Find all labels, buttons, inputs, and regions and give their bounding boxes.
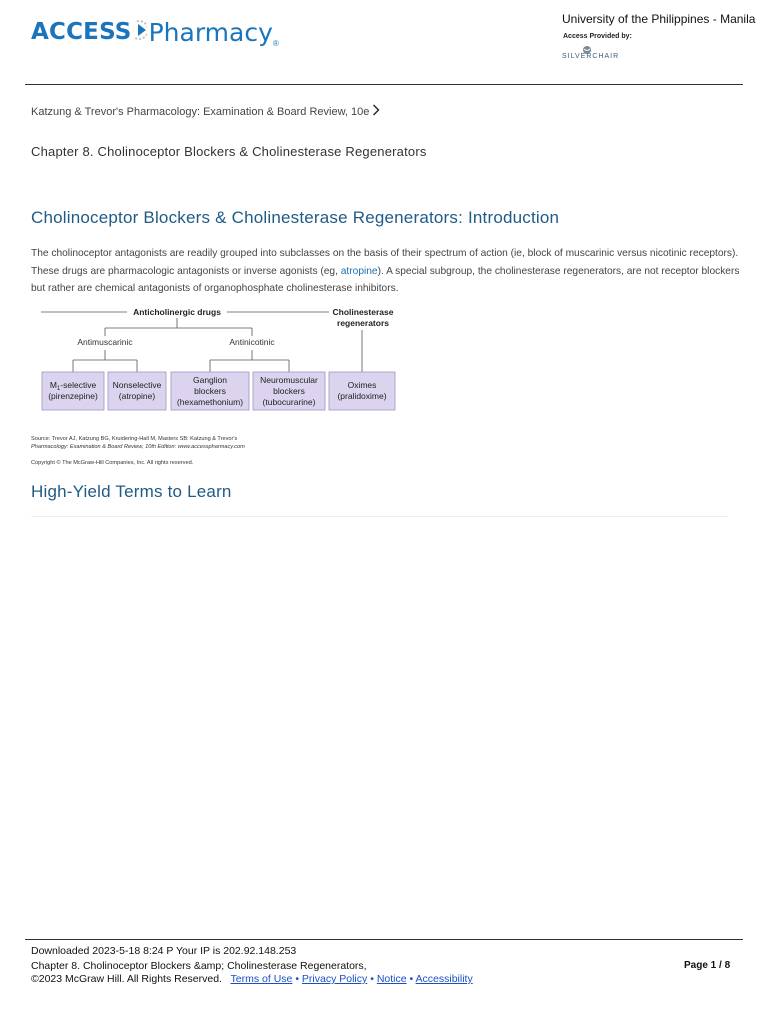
box-nonselective — [108, 372, 166, 410]
svg-text:(pirenzepine): (pirenzepine) — [48, 391, 98, 401]
svg-text:(tubocurarine): (tubocurarine) — [262, 397, 316, 407]
logo-gear-arrow-icon — [135, 16, 147, 49]
intro-section-title: Cholinoceptor Blockers & Cholinesterase Regenerators: Introduction — [31, 208, 560, 227]
antinicotinic-label: Antinicotinic — [229, 337, 275, 347]
accesspharmacy-logo[interactable] — [31, 12, 279, 52]
page-number: Page 1 / 8 — [684, 960, 731, 971]
footer-divider — [25, 939, 743, 940]
figure-copyright: Copyright © The McGraw-Hill Companies, Inc. All rights reserved. — [31, 460, 194, 466]
terms-of-use-link[interactable]: Terms of Use — [230, 973, 293, 985]
access-provided-by-label: Access Provided by: — [563, 33, 632, 40]
svg-text:blockers: blockers — [194, 386, 226, 396]
high-yield-terms-title: High-Yield Terms to Learn — [31, 482, 232, 501]
privacy-policy-link[interactable]: Privacy Policy — [301, 973, 368, 985]
anticholinergic-classification-figure — [31, 306, 397, 466]
intro-text-part1: The cholinoceptor antagonists are readily grouped into subclasses on the basis of their spectrum of action (ie, block of muscarinic versus nicotinic receptors). These drugs are pharmacologic antagonists or inverse agonists (eg, — [31, 248, 739, 277]
svg-text:M1-selective: $M_1$-selective — [49, 380, 97, 392]
regenerators-label-1: Cholinesterase — [332, 307, 394, 317]
footer-separator: • — [409, 973, 414, 985]
svg-text:Nonselective: Nonselective — [112, 380, 162, 390]
header-divider — [25, 84, 743, 85]
svg-text:(hexamethonium): (hexamethonium) — [176, 397, 244, 407]
regenerators-label-2: regenerators — [337, 318, 389, 328]
box-oximes — [329, 372, 395, 410]
logo-pharmacy-text: Pharmacy — [148, 17, 273, 47]
figure-source-line2: Pharmacology: Examination & Board Review, 10th Edition: www.accesspharmacy.com — [31, 444, 245, 450]
footer-separator: • — [295, 973, 299, 985]
box-m1-selective — [42, 372, 104, 410]
chapter-title: Chapter 8. Cholinoceptor Blockers & Cholinesterase Regenerators — [31, 144, 427, 159]
box-neuromuscular-blockers — [253, 372, 325, 410]
box-ganglion-blockers — [171, 372, 249, 410]
atropine-link[interactable]: atropine — [340, 265, 378, 277]
footer-chapter: Chapter 8. Cholinoceptor Blockers &amp; Cholinesterase Regenerators, — [31, 960, 367, 972]
notice-link[interactable]: Notice — [376, 973, 407, 985]
intro-paragraph — [31, 245, 743, 298]
footer-legal — [31, 973, 473, 985]
svg-text:Ganglion: Ganglion — [192, 375, 228, 385]
logo-registered-mark: ® — [272, 39, 279, 48]
accessibility-link[interactable]: Accessibility — [415, 973, 473, 985]
breadcrumb-book-link[interactable]: Katzung & Trevor's Pharmacology: Examination & Board Review, 10e — [31, 105, 370, 118]
institution-name: University of the Philippines - Manila — [562, 12, 756, 26]
svg-text:(atropine): (atropine) — [118, 391, 156, 401]
logo-access-text: ACCESS — [31, 19, 132, 45]
classification-diagram — [31, 306, 397, 466]
root-label: Anticholinergic drugs — [133, 307, 221, 317]
silverchair-logo-text: SILVERCHAIR — [562, 53, 620, 60]
footer-copyright: ©2023 McGraw Hill. All Rights Reserved. — [31, 973, 222, 985]
chevron-right-icon — [372, 104, 380, 119]
intro-text-part2: ). A special subgroup, the cholinesterase regenerators, are not receptor blockers but rather are chemical antagonists of organophosphate cholinesterase inhibitors. — [31, 265, 740, 295]
svg-text:Neuromuscular: Neuromuscular — [260, 375, 318, 385]
download-info: Downloaded 2023-5-18 8:24 P Your IP is 202.92.148.253 — [31, 945, 297, 957]
breadcrumb[interactable] — [31, 104, 380, 119]
svg-text:Oximes: Oximes — [347, 380, 377, 390]
antimuscarinic-label: Antimuscarinic — [77, 337, 133, 347]
footer-separator: • — [370, 973, 374, 985]
svg-text:blockers: blockers — [273, 386, 305, 396]
figure-source-line1: Source: Trevor AJ, Katzung BG, Kruidering-Hall M, Masters SB: Katzung & Trevor's — [31, 436, 238, 442]
terms-divider — [31, 516, 728, 517]
svg-text:(pralidoxime): (pralidoxime) — [337, 391, 387, 401]
